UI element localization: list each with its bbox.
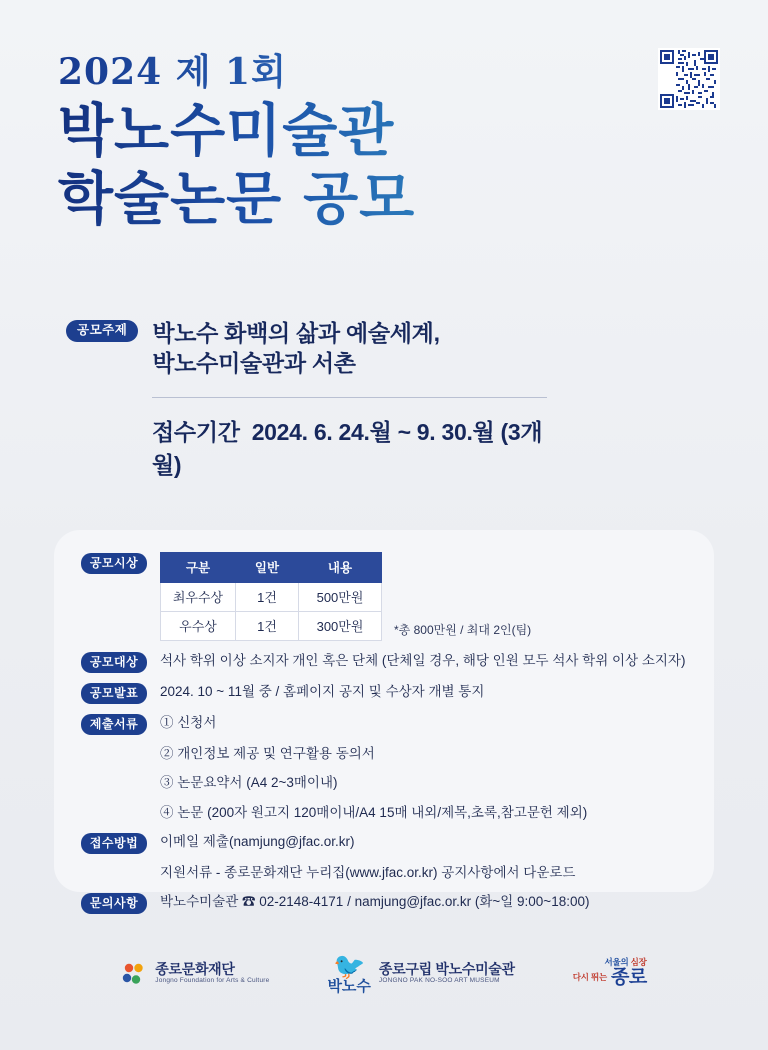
foundation-mark-svg [121, 961, 147, 987]
table-row [161, 583, 382, 612]
announcement-text: 2024. 10 ~ 11월 중 / 홈페이지 공지 및 수상자 개별 통지 [160, 684, 485, 699]
qr-code-icon[interactable] [658, 48, 720, 110]
submission-tag: 접수방법 [81, 833, 147, 854]
contact-tag-cell [78, 892, 150, 914]
jongno-foundation-text [155, 961, 269, 986]
info-card [54, 530, 714, 910]
prize-r1-c0: 우수상 [161, 612, 236, 641]
logo-jongno-foundation [121, 961, 269, 987]
logo1-main: 종로문화재단 [155, 961, 235, 978]
jongno-brand-big: 종로 [610, 967, 647, 989]
contact-text: 박노수미술관 ☎ 02-2148-4171 / namjung@jfac.or.kr (화~일 9:00~18:00) [160, 894, 590, 909]
documents-item-2: ② 개인정보 제공 및 연구활용 동의서 [160, 746, 375, 761]
jongno-brand-line1 [573, 958, 647, 968]
target-text: 석사 학위 이상 소지자 개인 혹은 단체 (단체일 경우, 해당 인원 모두 석사 학위 이상 소지자) [160, 653, 686, 668]
prize-table [160, 552, 382, 641]
prize-tag: 공모시상 [81, 553, 147, 574]
submission-email[interactable]: 이메일 제출(namjung@jfac.or.kr) [160, 833, 355, 849]
documents-item-4: ④ 논문 (200자 원고지 120매이내/A4 15매 내외/제목,초록,참고문헌 제외) [160, 804, 588, 820]
topic-block [66, 320, 558, 480]
period-row [152, 414, 558, 480]
prize-r0-c1: 1건 [236, 583, 299, 612]
period-label: 접수기간 [152, 419, 240, 446]
poster-header [58, 52, 638, 232]
jongno-foundation-mark-icon [121, 961, 147, 987]
submission-download-note[interactable]: 지원서류 - 종로문화재단 누리집(www.jfac.or.kr) 공지사항에서 다운로드 [160, 864, 576, 880]
target-tag-cell [78, 651, 150, 673]
logo2-sub: JONGNO PAK NO-SOO ART MUSEUM [378, 977, 500, 985]
logo2-stamp: 박노수 [327, 977, 371, 995]
prize-note: *총 800만원 / 최대 2인(팀) [394, 623, 532, 637]
prize-header-0: 구분 [161, 553, 236, 583]
target-row [78, 651, 688, 673]
period-value: 2024. 6. 24.월 ~ 9. 30.월 (3개월) [152, 419, 543, 479]
prize-r1-c2: 300만원 [299, 612, 382, 641]
documents-item-3: ③ 논문요약서 (A4 2~3매이내) [160, 775, 338, 791]
prize-table-header-row [161, 553, 382, 583]
prize-row [78, 552, 688, 641]
topic-tag: 공모주제 [66, 320, 138, 342]
logo1-sub: Jongno Foundation for Arts & Culture [155, 977, 270, 985]
contact-row [78, 892, 688, 914]
header-title-line2: 학술논문 공모 [58, 165, 638, 232]
submission-row [78, 832, 688, 854]
documents-tag-cell [78, 713, 150, 735]
prize-header-2: 내용 [299, 553, 382, 583]
documents-tag: 제출서류 [81, 714, 147, 735]
contact-tag: 문의사항 [81, 893, 147, 914]
header-title-line1: 박노수미술관 [58, 97, 638, 164]
jongno-brand-line1-a: 서울의 [604, 956, 629, 967]
prize-r0-c2: 500만원 [299, 583, 382, 612]
announcement-tag: 공모발표 [81, 683, 147, 704]
logo-jongno-brand [573, 958, 647, 990]
qr-code-svg [660, 50, 718, 108]
prize-r0-c0: 최우수상 [161, 583, 236, 612]
target-tag: 공모대상 [81, 652, 147, 673]
prize-tag-cell [78, 552, 150, 574]
announcement-tag-cell [78, 682, 150, 704]
prize-table-wrap [150, 552, 531, 641]
topic-line-2: 박노수미술관과 서촌 [152, 349, 356, 376]
bird-glyph: 🐦 [332, 951, 366, 981]
topic-text [152, 320, 439, 379]
topic-line-1: 박노수 화백의 삶과 예술세계, [152, 320, 440, 346]
header-year: 2024 제 1회 [58, 52, 638, 93]
pns-text [379, 961, 515, 986]
logo-pak-no-soo-museum [327, 953, 514, 994]
table-row [161, 612, 382, 641]
footer-logos [0, 953, 768, 994]
topic-divider [152, 397, 547, 398]
documents-row [78, 713, 688, 735]
jongno-brand-line2-a: 다시 뛰는 [572, 972, 607, 983]
pns-bird-icon [327, 953, 370, 994]
announcement-row [78, 682, 688, 704]
jongno-brand-line2-wrap [573, 967, 647, 989]
submission-tag-cell [78, 832, 150, 854]
prize-r1-c1: 1건 [236, 612, 299, 641]
prize-header-1: 일반 [236, 553, 299, 583]
jongno-brand-line1-b: 심장 [630, 956, 647, 967]
topic-row [66, 320, 558, 379]
logo2-main: 종로구립 박노수미술관 [378, 961, 515, 978]
documents-item-1: ① 신청서 [160, 715, 217, 730]
